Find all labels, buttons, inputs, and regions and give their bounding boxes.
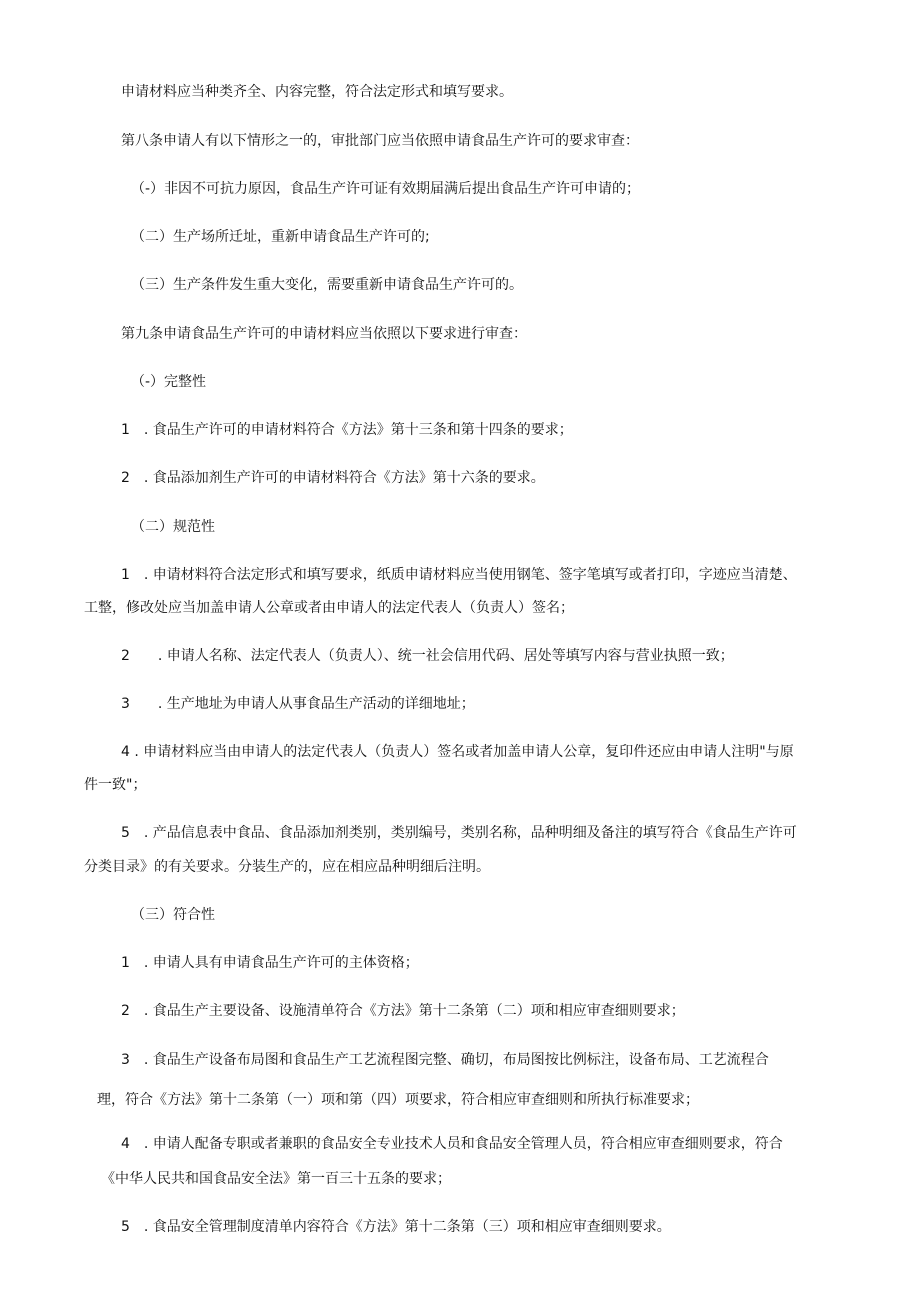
standardization-item-1-line-1: 1 . 申请材料符合法定形式和填写要求，纸质申请材料应当使用钢笔、签字笔填写或者打印，字迹应当清楚、 [121, 567, 797, 583]
section-standardization-heading: （二）规范性 [131, 519, 215, 535]
conformity-item-3-line-1: 3 . 食品生产设备布局图和食品生产工艺流程图完整、确切，布局图按比例标注，设备布局、工艺流程合 [121, 1052, 769, 1068]
section-completeness-heading: （-）完整性 [131, 374, 207, 390]
article-8-item-1: （-）非因不可抗力原因，食品生产许可证有效期届满后提出食品生产许可申请的； [131, 181, 641, 197]
paragraph-materials-complete: 申请材料应当种类齐全、内容完整，符合法定形式和填写要求。 [121, 84, 513, 100]
standardization-item-5-line-1: 5 . 产品信息表中食品、食品添加剂类别，类别编号，类别名称，品种明细及备注的填写符合《食品生产许可 [121, 825, 797, 841]
article-8-heading: 第八条申请人有以下情形之一的，审批部门应当依照申请食品生产许可的要求审查： [121, 133, 639, 149]
standardization-item-4-line-2: 件一致"； [84, 777, 147, 793]
section-conformity-heading: （三）符合性 [131, 907, 215, 923]
standardization-item-2: 2 . 申请人名称、法定代表人（负责人）、统一社会信用代码、居处等填写内容与营业执照一致； [121, 648, 734, 664]
conformity-item-3-line-2: 理，符合《方法》第十二条第（一）项和第（四）项要求，符合相应审查细则和所执行标准要求； [97, 1092, 699, 1108]
conformity-item-5: 5 . 食品安全管理制度清单内容符合《方法》第十二条第（三）项和相应审查细则要求。 [121, 1219, 671, 1235]
conformity-item-4-line-2: 《中华人民共和国食品安全法》第一百三十五条的要求； [101, 1171, 451, 1187]
conformity-item-1: 1 . 申请人具有申请食品生产许可的主体资格； [121, 955, 419, 971]
article-9-heading: 第九条申请食品生产许可的申请材料应当依照以下要求进行审查： [121, 326, 527, 342]
article-8-item-3: （三）生产条件发生重大变化，需要重新申请食品生产许可的。 [131, 277, 523, 293]
conformity-item-4-line-1: 4 . 申请人配备专职或者兼职的食品安全专业技术人员和食品安全管理人员，符合相应审查细则要求，符合 [121, 1136, 783, 1152]
article-8-item-2: （二）生产场所迁址，重新申请食品生产许可的; [131, 229, 430, 245]
conformity-item-2: 2 . 食品生产主要设备、设施清单符合《方法》第十二条第（二）项和相应审查细则要求； [121, 1003, 685, 1019]
standardization-item-5-line-2: 分类目录》的有关要求。分装生产的，应在相应品种明细后注明。 [84, 859, 490, 875]
standardization-item-1-line-2: 工整，修改处应当加盖申请人公章或者由申请人的法定代表人（负责人）签名； [84, 600, 574, 616]
standardization-item-3: 3 . 生产地址为申请人从事食品生产活动的详细地址； [121, 696, 475, 712]
completeness-item-2: 2 . 食品添加剂生产许可的申请材料符合《方法》第十六条的要求。 [121, 470, 545, 486]
standardization-item-4-line-1: 4 . 申请材料应当由申请人的法定代表人（负责人）签名或者加盖申请人公章，复印件还应由申请人注明"与原 [121, 744, 794, 760]
completeness-item-1: 1 . 食品生产许可的申请材料符合《方法》第十三条和第十四条的要求； [121, 422, 573, 438]
